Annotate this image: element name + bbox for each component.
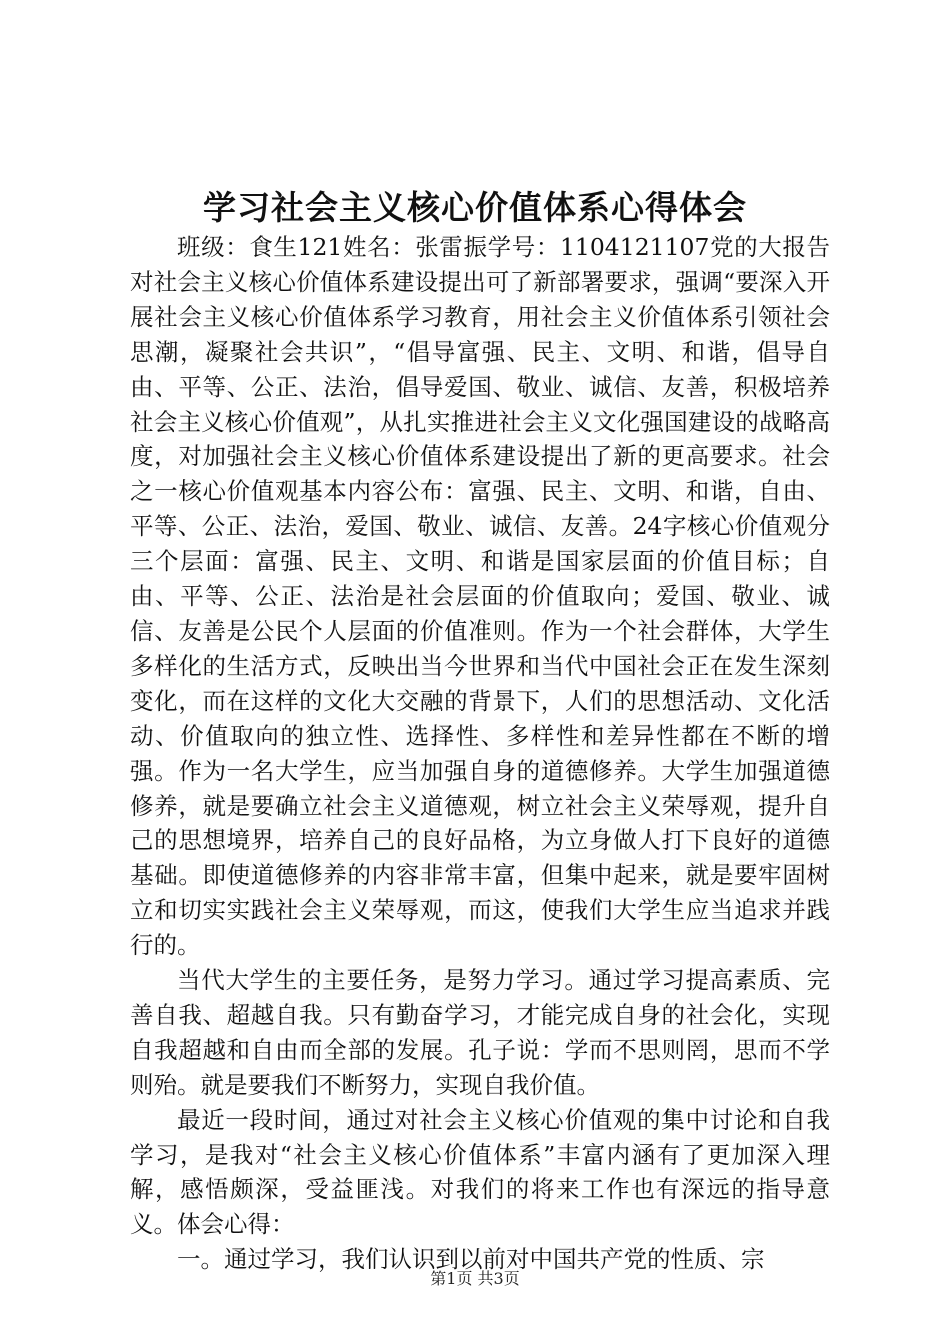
document-title: 学习社会主义核心价值体系心得体会 xyxy=(203,188,747,227)
page-footer: 第1页 共3页 xyxy=(430,1269,520,1288)
document-body xyxy=(130,230,830,1277)
paragraph-2: 当代大学生的主要任务，是努力学习。通过学习提高素质、完善自我、超越自我。只有勤奋学习，才能完成自身的社会化，实现自我超越和自由而全部的发展。孔子说：学而不思则罔，思而不学则殆。就是要我们不断努力，实现自我价值。 xyxy=(130,966,830,1099)
paragraph-1: 班级：食生121姓名：张雷振学号：1104121107党的大报告对社会主义核心价值体系建设提出可了新部署要求，强调“要深入开展社会主义核心价值体系学习教育，用社会主义价值体系引领社会思潮，凝聚社会共识”，“倡导富强、民主、文明、和谐，倡导自由、平等、公正、法治，倡导爱国、敬业、诚信、友善，积极培养社会主义核心价值观”，从扎实推进社会主义文化强国建设的战略高度，对加强社会主义核心价值体系建设提出了新的更高要求。社会之一核心价值观基本内容公布：富强、民主、文明、和谐，自由、平等、公正、法治，爱国、敬业、诚信、友善。24字核心价值观分三个层面：富强、民主、文明、和谐是国家层面的价值目标；自由、平等、公正、法治是社会层面的价值取向；爱国、敬业、诚信、友善是公民个人层面的价值准则。作为一个社会群体，大学生多样化的生活方式，反映出当今世界和当代中国社会正在发生深刻变化，而在这样的文化大交融的背景下，人们的思想活动、文化活动、价值取向的独立性、选择性、多样性和差异性都在不断的增强。作为一名大学生，应当加强自身的道德修养。大学生加强道德修养，就是要确立社会主义道德观，树立社会主义荣辱观，提升自己的思想境界，培养自己的良好品格，为立身做人打下良好的道德基础。即使道德修养的内容非常丰富，但集中起来，就是要牢固树立和切实实践社会主义荣辱观，而这，使我们大学生应当追求并践行的。 xyxy=(130,233,830,960)
paragraph-3: 最近一段时间，通过对社会主义核心价值观的集中讨论和自我学习，是我对“社会主义核心价值体系”丰富内涵有了更加深入理解，感悟颇深，受益匪浅。对我们的将来工作也有深远的指导意义。体会心得： xyxy=(130,1105,830,1239)
paragraph-4: 一。通过学习，我们认识到以前对中国共产党的性质、宗 xyxy=(177,1245,765,1274)
